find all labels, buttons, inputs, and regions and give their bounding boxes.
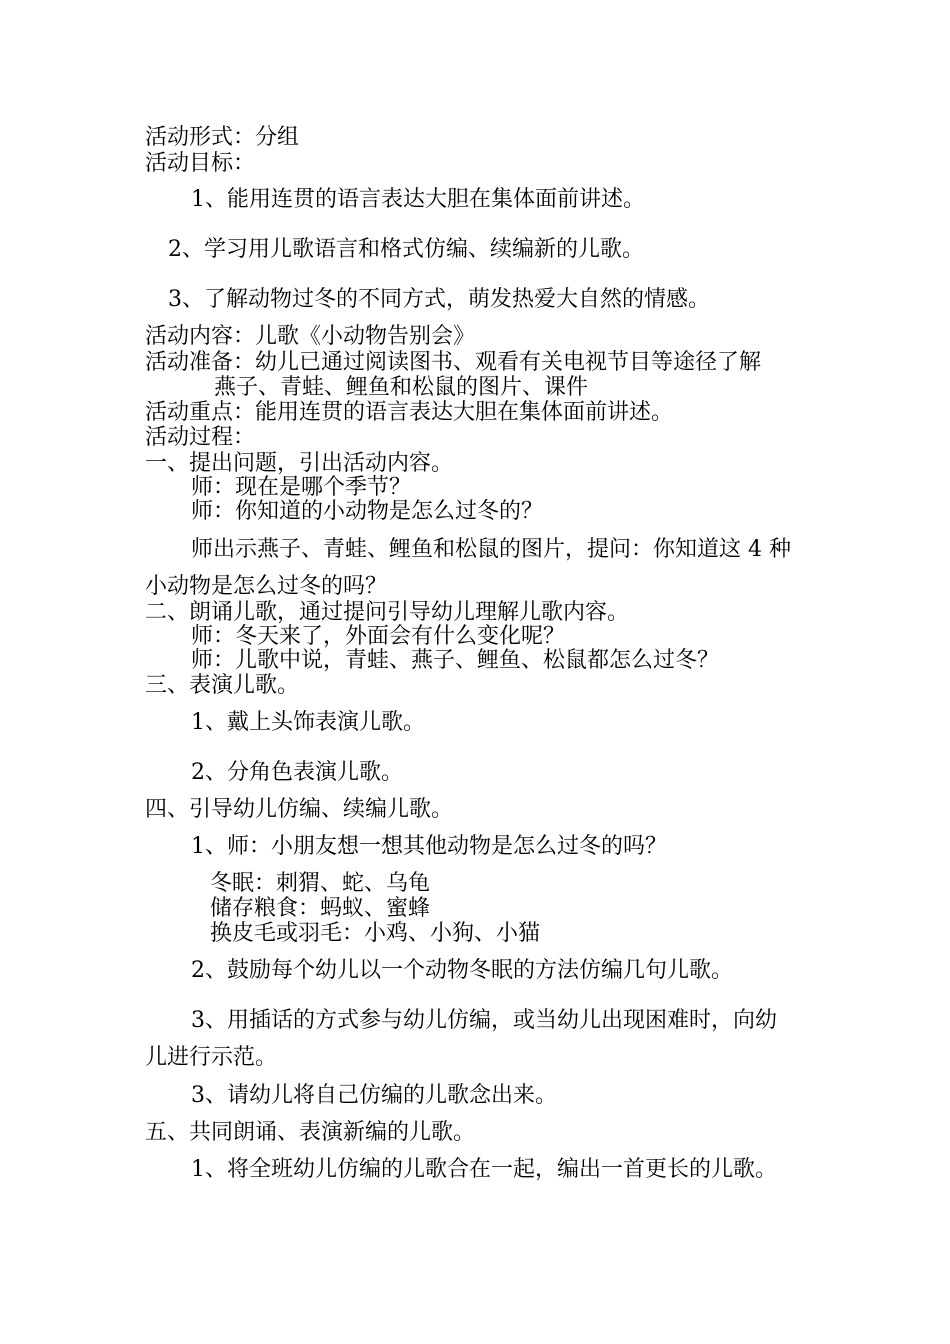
- section-5-title: 五、共同朗诵、表演新编的儿歌。: [145, 1120, 476, 1145]
- section-3-title: 三、表演儿歌。: [145, 673, 300, 698]
- section-1-paragraph-line-1: 师出示燕子、青蛙、鲤鱼和松鼠的图片，提问：你知道这 4 种: [191, 537, 791, 562]
- section-1-question-2: 师：你知道的小动物是怎么过冬的？: [191, 499, 544, 524]
- section-4-item-2: 2、鼓励每个幼儿以一个动物冬眠的方法仿编几句儿歌。: [191, 958, 733, 983]
- section-4-item-3-line-2: 儿进行示范。: [145, 1045, 278, 1070]
- section-4-title: 四、引导幼儿仿编、续编儿歌。: [145, 797, 454, 822]
- section-4-example-hibernate: 冬眠：刺猬、蛇、乌龟: [210, 871, 431, 896]
- goal-item-3: 3、了解动物过冬的不同方式，萌发热爱大自然的情感。: [168, 287, 710, 312]
- activity-goal-heading: 活动目标：: [145, 151, 256, 176]
- activity-process-heading: 活动过程：: [145, 425, 256, 450]
- section-5-item-1: 1、将全班幼儿仿编的儿歌合在一起，编出一首更长的儿歌。: [191, 1157, 777, 1182]
- activity-focus: 活动重点：能用连贯的语言表达大胆在集体面前讲述。: [145, 400, 674, 425]
- section-1-title: 一、提出问题，引出活动内容。: [145, 451, 454, 476]
- section-4-item-4: 3、请幼儿将自己仿编的儿歌念出来。: [191, 1083, 557, 1108]
- activity-form: 活动形式：分组: [145, 125, 300, 150]
- section-1-question-1: 师：现在是哪个季节？: [191, 475, 412, 500]
- activity-prep-line-1: 活动准备：幼儿已通过阅读图书、观看有关电视节目等途径了解: [145, 350, 762, 375]
- goal-item-2: 2、学习用儿歌语言和格式仿编、续编新的儿歌。: [168, 237, 644, 262]
- section-2-title: 二、朗诵儿歌，通过提问引导幼儿理解儿歌内容。: [145, 600, 630, 625]
- section-2-question-1: 师：冬天来了，外面会有什么变化呢？: [191, 624, 566, 649]
- goal-item-1: 1、能用连贯的语言表达大胆在集体面前讲述。: [191, 187, 645, 212]
- section-4-item-3-line-1: 3、用插话的方式参与幼儿仿编，或当幼儿出现困难时，向幼: [191, 1008, 777, 1033]
- section-4-example-store-food: 储存粮食：蚂蚁、蜜蜂: [210, 896, 431, 921]
- section-3-item-2: 2、分角色表演儿歌。: [191, 760, 403, 785]
- section-4-item-1: 1、师：小朋友想一想其他动物是怎么过冬的吗？: [191, 834, 667, 859]
- section-2-question-2: 师：儿歌中说，青蛙、燕子、鲤鱼、松鼠都怎么过冬？: [191, 648, 720, 673]
- section-1-paragraph-line-2: 小动物是怎么过冬的吗？: [145, 574, 388, 599]
- section-4-example-change-fur: 换皮毛或羽毛：小鸡、小狗、小猫: [210, 921, 541, 946]
- activity-prep-line-2: 燕子、青蛙、鲤鱼和松鼠的图片、课件: [214, 375, 589, 400]
- activity-content: 活动内容：儿歌《小动物告别会》: [145, 324, 476, 349]
- section-3-item-1: 1、戴上头饰表演儿歌。: [191, 710, 425, 735]
